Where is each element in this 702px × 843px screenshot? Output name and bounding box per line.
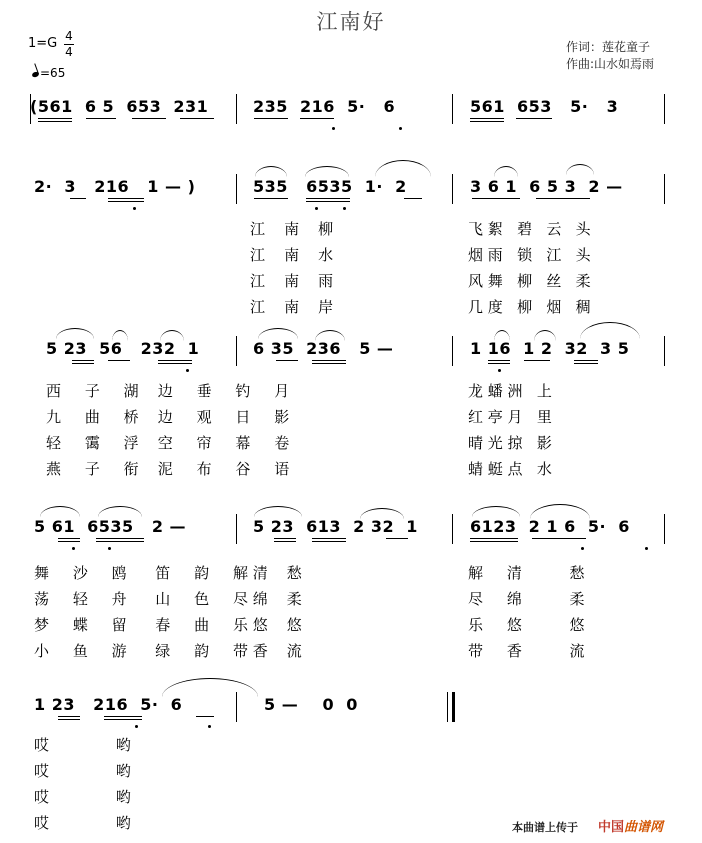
lyricist: 作词：莲花童子 (566, 40, 651, 54)
composer: 作曲:山水如焉雨 (566, 57, 655, 71)
quarter-note-icon (31, 71, 39, 78)
lyric-verse-1b: 飞 絮 碧 云 头 (468, 220, 591, 238)
lyric-verse-3b: 风 舞 柳 丝 柔 (468, 272, 591, 290)
lyric-verse-3a: 哎 哟 (34, 788, 131, 806)
lyric-verse-3a: 江 南 雨 (250, 272, 334, 290)
measure-group: 3 6 1 6 5 3 2 — (470, 177, 623, 196)
lyric-verse-3a: 轻 霭 浮 空 帘 幕 卷 (46, 434, 290, 452)
lyric-verse-2b: 尽 绵 柔 (468, 590, 585, 608)
measure-group: 535 6535 1· 2 (253, 177, 407, 196)
upload-note: 本曲谱上传于 (512, 821, 578, 834)
lyric-verse-1a: 舞 沙 鸥 笛 韵 解 清 愁 (34, 564, 302, 582)
logo-part-b: 曲谱网 (624, 820, 664, 835)
measure-group: 5 — 0 0 (264, 695, 358, 714)
measure-group: (561 6 5 653 231 (30, 97, 209, 116)
measure-group: 5 23 56 232 1 (46, 339, 200, 358)
lyric-verse-2a: 九 曲 桥 边 观 日 影 (46, 408, 290, 426)
lyric-verse-4b: 几 度 柳 烟 稠 (468, 298, 591, 316)
logo-part-a: 中国 (598, 820, 625, 835)
score-line-5 (0, 678, 702, 832)
lyric-verse-4a: 江 南 岸 (250, 298, 334, 316)
lyric-verse-1a: 哎 哟 (34, 736, 131, 754)
measure-group: 5 61 6535 2 — (34, 517, 187, 536)
measure-group: 6 35 236 5 — (253, 339, 394, 358)
song-title: 江南好 (316, 10, 386, 34)
measure-group: 6123 2 1 6 5· 6 (470, 517, 630, 536)
lyric-verse-2b: 红 亭 月 里 (468, 408, 552, 426)
measure-group: 5 23 613 2 32 1 (253, 517, 418, 536)
lyric-verse-3b: 晴 光 掠 影 (468, 434, 552, 452)
lyric-verse-3b: 乐 悠 悠 (468, 616, 585, 634)
measure-group: 1 23 216 5· 6 (34, 695, 183, 714)
measure-group: 2· 3 216 1 — ) (34, 177, 196, 196)
lyric-verse-1a: 西 子 湖 边 垂 钓 月 (46, 382, 290, 400)
tempo-mark (32, 66, 65, 80)
lyric-verse-3a: 梦 蝶 留 春 曲 乐 悠 悠 (34, 616, 302, 634)
time-signature (64, 30, 74, 59)
score-line-2 (0, 160, 702, 316)
score-line-4 (0, 500, 702, 660)
time-top: 4 (65, 29, 73, 43)
measure-group: 1 16 1 2 32 3 5 (470, 339, 630, 358)
lyric-verse-2b: 烟 雨 锁 江 头 (468, 246, 591, 264)
lyric-verse-2a: 哎 哟 (34, 762, 131, 780)
measure-group: 235 216 5· 6 (253, 97, 396, 116)
lyric-verse-4b: 带 香 流 (468, 642, 585, 660)
lyric-verse-4a: 燕 子 衔 泥 布 谷 语 (46, 460, 290, 478)
lyric-verse-4a: 小 鱼 游 绿 韵 带 香 流 (34, 642, 302, 660)
lyric-verse-1b: 龙 蟠 洲 上 (468, 382, 552, 400)
site-logo[interactable] (598, 816, 663, 835)
lyric-verse-4b: 蜻 蜓 点 水 (468, 460, 552, 478)
tempo-value: =65 (40, 66, 66, 80)
lyric-verse-2a: 荡 轻 舟 山 色 尽 绵 柔 (34, 590, 302, 608)
lyric-verse-2a: 江 南 水 (250, 246, 334, 264)
time-bottom: 4 (65, 45, 73, 59)
measure-group: 561 653 5· 3 (470, 97, 619, 116)
lyric-verse-1b: 解 清 愁 (468, 564, 585, 582)
lyric-verse-4a: 哎 哟 (34, 814, 131, 832)
lyric-verse-1a: 江 南 柳 (250, 220, 334, 238)
score-line-3 (0, 322, 702, 478)
key-signature: 1=G (28, 36, 58, 51)
